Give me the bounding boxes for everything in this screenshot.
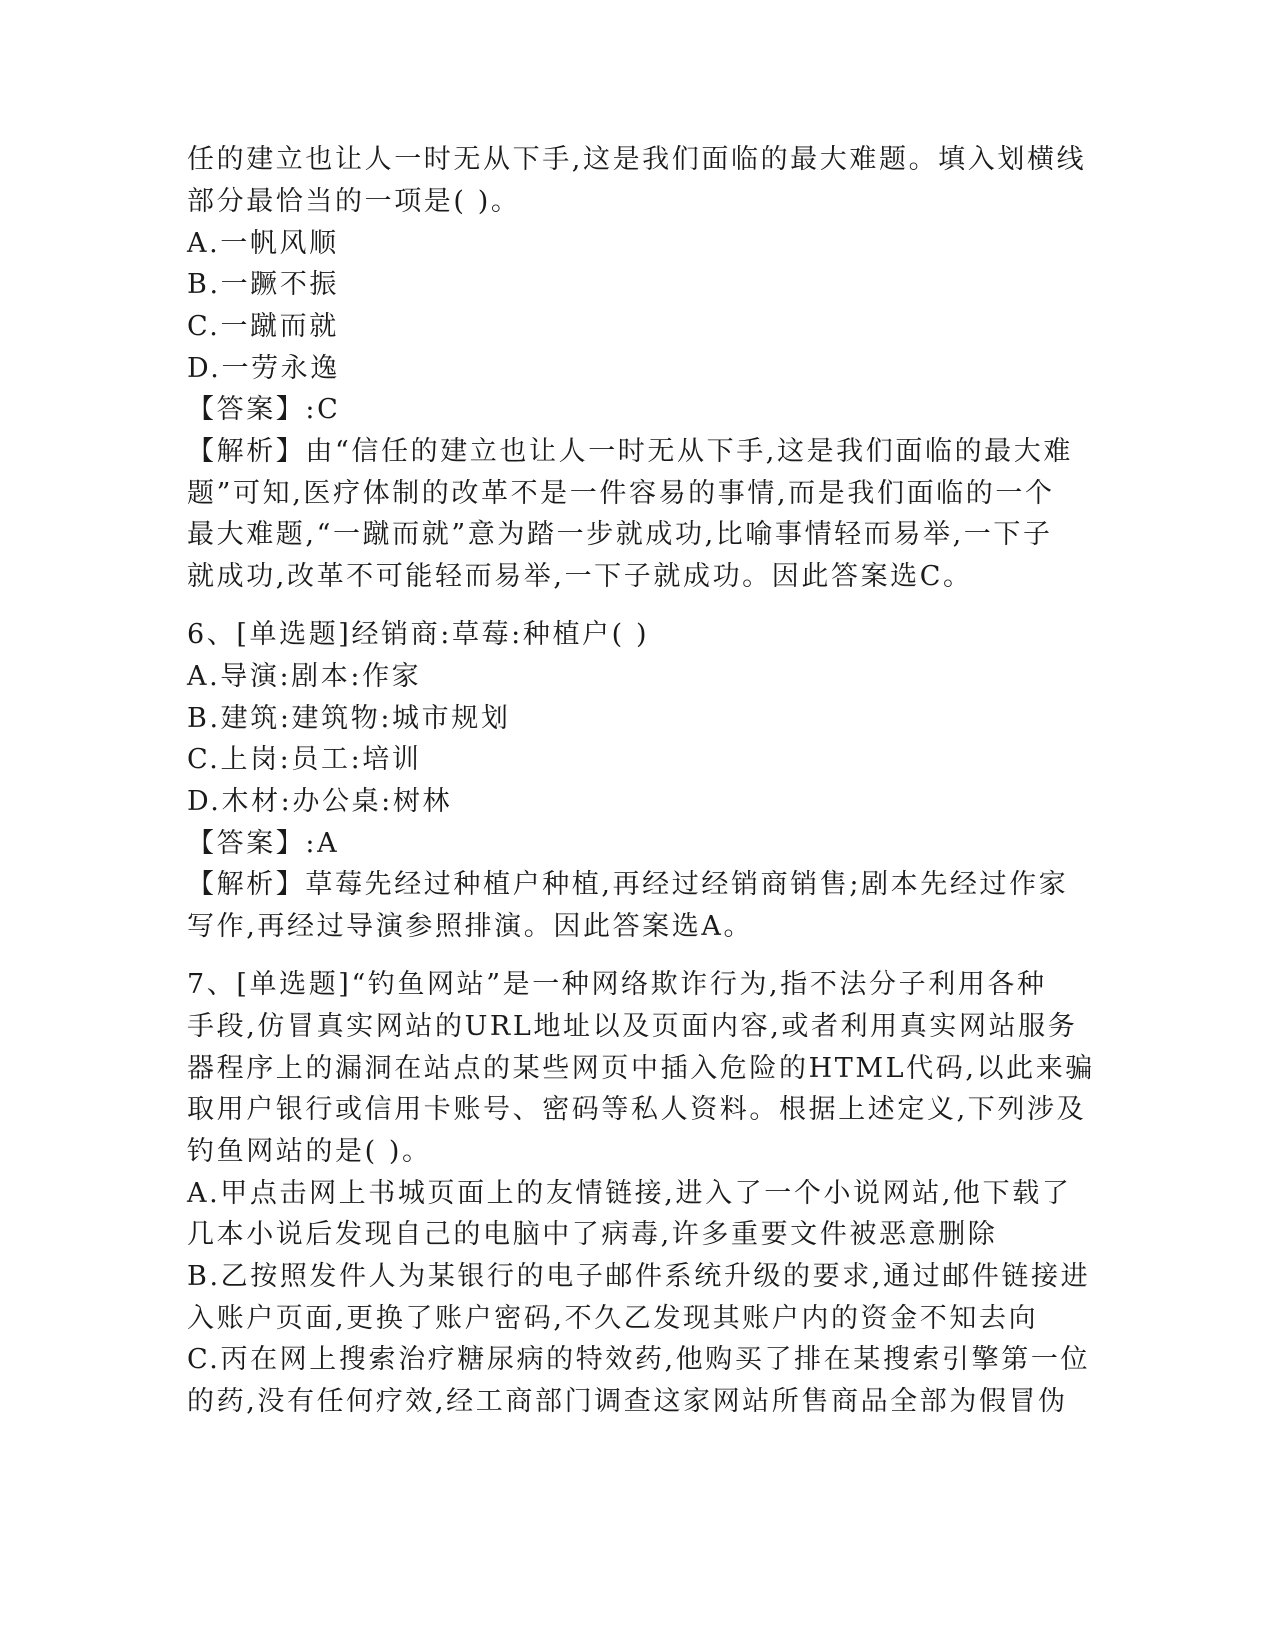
- q7-stem-line: 钓鱼网站的是( )。: [187, 1136, 432, 1167]
- q7-stem-line: 取用户银行或信用卡账号、密码等私人资料。根据上述定义,下列涉及: [187, 1094, 1087, 1125]
- q7-option-a-line: A.甲点击网上书城页面上的友情链接,进入了一个小说网站,他下载了: [187, 1178, 1072, 1209]
- q6-analysis-line: 【解析】草莓先经过种植户种植,再经过经销商销售;剧本先经过作家: [187, 869, 1069, 900]
- q6-option-c: C.上岗:员工:培训: [187, 744, 422, 775]
- q7-stem-line: 器程序上的漏洞在站点的某些网页中插入危险的HTML代码,以此来骗: [187, 1053, 1095, 1084]
- q5-analysis-line: 题”可知,医疗体制的改革不是一件容易的事情,而是我们面临的一个: [187, 478, 1055, 509]
- q7-option-c-line: 的药,没有任何疗效,经工商部门调查这家网站所售商品全部为假冒伪: [187, 1386, 1068, 1417]
- q5-option-d: D.一劳永逸: [187, 353, 340, 384]
- q5-stem-line: 部分最恰当的一项是( )。: [187, 186, 521, 217]
- q7-option-a-line: 几本小说后发现自己的电脑中了病毒,许多重要文件被恶意删除: [187, 1219, 998, 1250]
- q5-analysis-line: 就成功,改革不可能轻而易举,一下子就成功。因此答案选C。: [187, 561, 973, 592]
- q7-stem-line: 7、[单选题]“钓鱼网站”是一种网络欺诈行为,指不法分子利用各种: [187, 969, 1047, 1000]
- q5-option-b: B.一蹶不振: [187, 269, 340, 300]
- q6-option-a: A.导演:剧本:作家: [187, 661, 422, 692]
- q7-option-c-line: C.丙在网上搜索治疗糖尿病的特效药,他购买了排在某搜索引擎第一位: [187, 1344, 1091, 1375]
- q7-option-b-line: 入账户页面,更换了账户密码,不久乙发现其账户内的资金不知去向: [187, 1303, 1039, 1334]
- q6-option-b: B.建筑:建筑物:城市规划: [187, 703, 511, 734]
- q7-option-b-line: B.乙按照发件人为某银行的电子邮件系统升级的要求,通过邮件链接进: [187, 1261, 1091, 1292]
- q6-option-d: D.木材:办公桌:树林: [187, 786, 453, 817]
- q5-answer: 【答案】:C: [187, 394, 341, 425]
- q7-stem-line: 手段,仿冒真实网站的URL地址以及页面内容,或者利用真实网站服务: [187, 1011, 1078, 1042]
- q6-answer: 【答案】:A: [187, 828, 340, 859]
- q5-option-c: C.一蹴而就: [187, 311, 339, 342]
- q6-analysis-line: 写作,再经过导演参照排演。因此答案选A。: [187, 911, 754, 942]
- q5-analysis-line: 【解析】由“信任的建立也让人一时无从下手,这是我们面临的最大难: [187, 436, 1073, 467]
- q6-stem: 6、[单选题]经销商:草莓:种植户( ): [187, 619, 650, 650]
- q5-stem-line: 任的建立也让人一时无从下手,这是我们面临的最大难题。填入划横线: [187, 144, 1087, 175]
- q5-option-a: A.一帆风顺: [187, 228, 339, 259]
- q5-analysis-line: 最大难题,“一蹴而就”意为踏一步就成功,比喻事情轻而易举,一下子: [187, 519, 1053, 550]
